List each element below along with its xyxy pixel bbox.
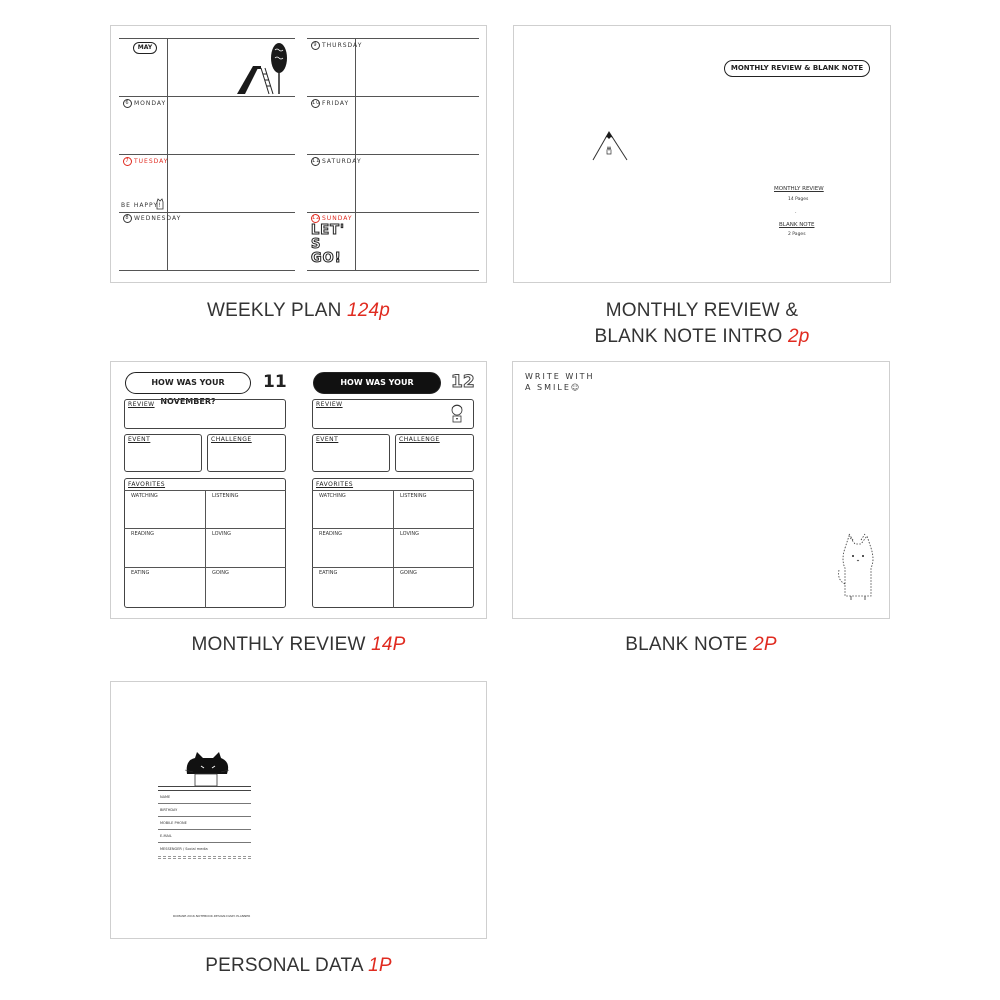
caption-intro: MONTHLY REVIEW & BLANK NOTE INTRO 2p: [594, 300, 810, 347]
lets-go-lettering: LET'S GO!: [311, 223, 346, 266]
blank-note-line1: WRITE WITH: [525, 372, 595, 381]
day-label-saturday: 11 SATURDAY: [312, 158, 362, 165]
caption-personal-data: PERSONAL DATA 1P: [205, 955, 392, 976]
caption-monthly-review: MONTHLY REVIEW 14P: [191, 634, 406, 655]
review-label-right: REVIEW: [316, 401, 343, 408]
personal-footer-text: ROMANE·2016·NOTEBOOK·DESIGN·DIARY·PLANNER: [173, 914, 251, 918]
day-label-wednesday: 8 WEDNESDAY: [123, 214, 181, 223]
monthly-review-intro-page: [513, 25, 891, 283]
day-label-tuesday: 7 TUESDAY: [123, 157, 168, 166]
small-cat-icon: [155, 198, 165, 210]
day-label-friday: 10 FRIDAY: [312, 100, 350, 107]
fav-watching-left: WATCHING: [131, 493, 158, 499]
month-label: MAY: [137, 44, 153, 51]
fav-reading-left: READING: [131, 531, 154, 537]
personal-data-page: [110, 681, 487, 939]
weekly-plan-page: [110, 25, 487, 283]
field-mobile-phone: MOBILE PHONE: [160, 821, 187, 825]
cat-illustration: [835, 530, 879, 604]
kid-illustration: [447, 404, 467, 426]
favorites-label-right: FAVORITES: [316, 481, 354, 488]
intro-blank-note-pages: 2 Pages: [788, 232, 806, 237]
intro-monthly-review-pages: 14 Pages: [788, 197, 809, 202]
december-question-pill: HOW WAS YOUR DECEMBER?: [313, 372, 441, 394]
december-number: 12: [451, 372, 475, 392]
intro-monthly-review-label: MONTHLY REVIEW: [774, 186, 824, 192]
intro-dot: ·: [795, 210, 797, 216]
fav-eating-left: EATING: [131, 570, 150, 576]
fav-going-right: GOING: [400, 570, 417, 576]
fav-listening-right: LISTENING: [400, 493, 427, 499]
caption-blank-note: BLANK NOTE 2P: [625, 634, 777, 655]
favorites-label-left: FAVORITES: [128, 481, 166, 488]
fav-watching-right: WATCHING: [319, 493, 346, 499]
november-number: 11: [263, 372, 287, 392]
intro-blank-note-label: BLANK NOTE: [779, 222, 815, 228]
fav-loving-right: LOVING: [400, 531, 419, 537]
black-cat-in-box-illustration: [181, 750, 233, 788]
caption-weekly-plan: WEEKLY PLAN 124p: [206, 300, 391, 321]
month-badge: [133, 42, 157, 54]
blank-note-page: [512, 361, 890, 619]
challenge-label-left: CHALLENGE: [211, 436, 252, 443]
day-label-sunday: 12 SUNDAY: [312, 215, 353, 222]
field-name: NAME: [160, 795, 171, 799]
day-label-monday: 6 MONDAY: [123, 99, 166, 108]
slide-tree-illustration: [235, 40, 301, 96]
be-happy-text: BE HAPPY!: [121, 202, 162, 209]
intro-title-pill: MONTHLY REVIEW & BLANK NOTE: [724, 60, 870, 77]
mountain-rabbit-illustration: [591, 126, 631, 166]
field-birthday: BIRTHDAY: [160, 808, 178, 812]
blank-note-line2: A SMILE☺: [525, 383, 582, 392]
event-label-left: EVENT: [128, 436, 151, 443]
review-label-left: REVIEW: [128, 401, 155, 408]
event-label-right: EVENT: [316, 436, 339, 443]
challenge-label-right: CHALLENGE: [399, 436, 440, 443]
november-question-pill: HOW WAS YOUR NOVEMBER?: [125, 372, 251, 394]
fav-going-left: GOING: [212, 570, 229, 576]
day-label-thursday: 9 THURSDAY: [311, 41, 362, 50]
fav-listening-left: LISTENING: [212, 493, 239, 499]
fav-loving-left: LOVING: [212, 531, 231, 537]
field-messenger: MESSENGER / Social media: [160, 847, 208, 851]
fav-reading-right: READING: [319, 531, 342, 537]
fav-eating-right: EATING: [319, 570, 338, 576]
monthly-review-page: [110, 361, 487, 619]
field-email: E-MAIL: [160, 834, 172, 838]
